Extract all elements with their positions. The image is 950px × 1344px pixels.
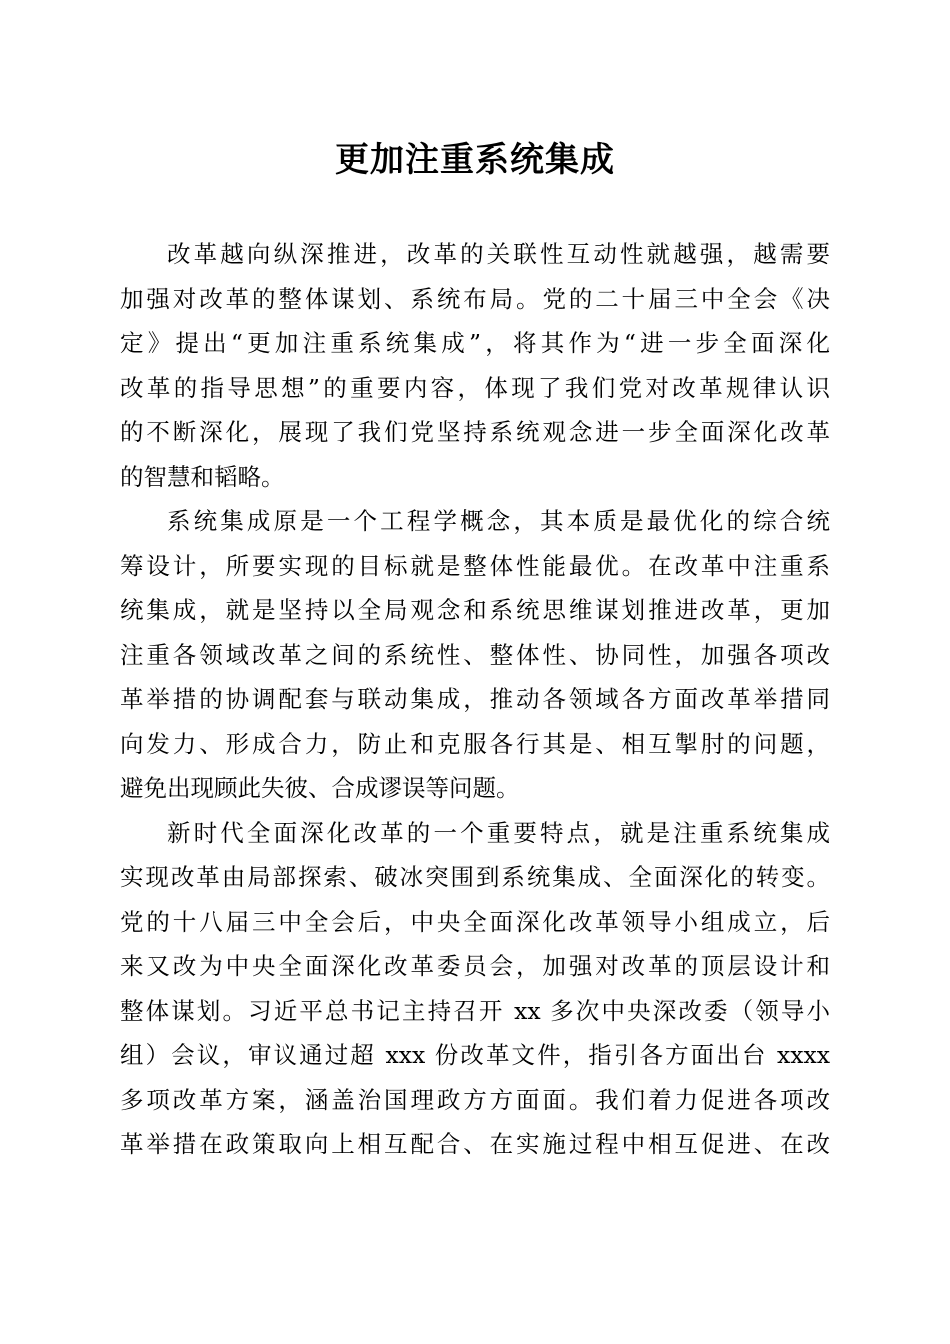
paragraph-line: 多项改革方案，涵盖治国理政方方面面。我们着力促进各项改 [120, 1085, 830, 1114]
paragraph-line: 向发力、形成合力，防止和克服各行其是、相互掣肘的问题， [120, 729, 830, 758]
paragraph-line: 革举措在政策取向上相互配合、在实施过程中相互促进、在改 [120, 1130, 830, 1158]
paragraph-line: 的智慧和韬略。 [120, 462, 285, 491]
paragraph-line: 筹设计，所要实现的目标就是整体性能最优。在改革中注重系 [120, 551, 830, 580]
paragraph-line: 来又改为中央全面深化改革委员会，加强对改革的顶层设计和 [120, 952, 830, 980]
document-body [120, 232, 830, 1167]
paragraph-line: 实现改革由局部探索、破冰突围到系统集成、全面深化的转变。 [120, 863, 830, 891]
paragraph-line: 注重各领域改革之间的系统性、整体性、协同性，加强各项改 [120, 640, 830, 669]
paragraph-line: 组）会议，审议通过超 xxx 份改革文件，指引各方面出台 xxxx [120, 1041, 830, 1069]
paragraph-line: 革举措的协调配套与联动集成，推动各领域各方面改革举措同 [120, 685, 830, 713]
paragraph-line: 党的十八届三中全会后，中央全面深化改革领导小组成立，后 [120, 907, 830, 936]
paragraph-line: 加强对改革的整体谋划、系统布局。党的二十届三中全会《决 [120, 284, 830, 313]
paragraph-2 [120, 499, 830, 811]
document-title: 更加注重系统集成 [335, 140, 615, 180]
paragraph-line: 定》提出“更加注重系统集成”，将其作为“进一步全面深化 [120, 329, 830, 357]
paragraph-line: 改革的指导思想”的重要内容，体现了我们党对改革规律认识 [120, 373, 830, 402]
paragraph-line: 的不断深化，展现了我们党坚持系统观念进一步全面深化改革 [120, 418, 830, 446]
paragraph-line: 整体谋划。习近平总书记主持召开 xx 多次中央深改委（领导小 [120, 996, 830, 1025]
paragraph-line: 统集成，就是坚持以全局观念和系统思维谋划推进改革，更加 [120, 596, 830, 624]
paragraph-1 [120, 232, 830, 499]
paragraph-line: 系统集成原是一个工程学概念，其本质是最优化的综合统 [167, 507, 830, 535]
paragraph-line: 避免出现顾此失彼、合成谬误等问题。 [120, 774, 520, 802]
paragraph-3 [120, 811, 830, 1167]
paragraph-line: 改革越向纵深推进，改革的关联性互动性就越强，越需要 [167, 240, 830, 268]
paragraph-line: 新时代全面深化改革的一个重要特点，就是注重系统集成 [167, 818, 830, 847]
